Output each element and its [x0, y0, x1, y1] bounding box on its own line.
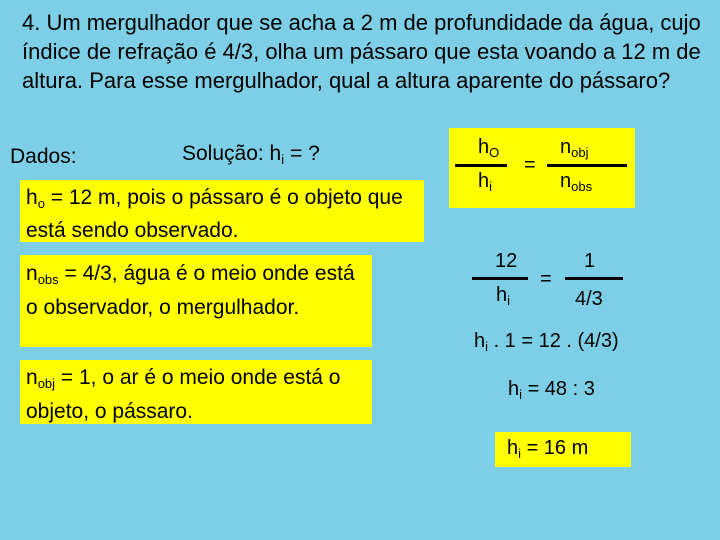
subst-num-left: 12: [495, 250, 518, 272]
question-text: 4. Um mergulhador que se acha a 2 m de profundidade da água, cujo índice de refração é 4/3, olha um pássaro que esta voando a 12 m de altura. Para esse mergulhador, qual a altura aparente do pássaro?: [22, 10, 701, 93]
solution-header: [182, 142, 320, 167]
data-box-observer-index: [20, 255, 372, 347]
fraction-bar-right: [547, 164, 627, 167]
box2-description: = 4/3, água é o meio onde está o observador, o mergulhador.: [26, 262, 355, 319]
result-box: [495, 432, 631, 467]
subst-bar-left: [472, 277, 528, 280]
solution-suffix: = ?: [284, 142, 320, 165]
data-box-text: [26, 364, 366, 426]
subst-den-left: $h_i$: [496, 284, 511, 308]
subst-equals: =: [540, 268, 552, 290]
symbol-h: h: [26, 186, 38, 209]
subst-den-right: 4/3: [575, 288, 603, 310]
result-text: $h_i = 16$ m: [507, 437, 589, 461]
solution-prefix: Solução: h: [182, 142, 282, 165]
data-box-text: [26, 184, 424, 244]
subst-num-right: 1: [584, 250, 596, 272]
data-box-object-index: [20, 360, 372, 424]
box1-description: = 12 m, pois o pássaro é o objeto que está sendo observado.: [26, 186, 403, 242]
subst-bar-right: [565, 277, 623, 280]
symbol-n: n: [26, 366, 38, 389]
symbol-sub: obs: [37, 272, 59, 287]
solution-sub: i: [281, 152, 285, 167]
symbol-sub: o: [37, 196, 45, 211]
formula-num-left: $h_O$: [478, 136, 500, 160]
data-box-text: [26, 260, 366, 322]
symbol-sub: obj: [37, 376, 56, 391]
box3-description: = 1, o ar é o meio onde está o objeto, o pássaro.: [26, 366, 341, 423]
formula-num-right: $n_{obj}$: [560, 136, 589, 160]
formula-den-left: $h_i$: [478, 170, 493, 194]
step-2: $h_i = 48$ : 3: [508, 378, 595, 402]
formula-box: [449, 128, 635, 208]
data-box-object-height: [20, 180, 424, 242]
symbol-n: n: [26, 262, 38, 285]
formula-equals: =: [524, 154, 536, 176]
formula-den-right: $n_{obs}$: [560, 170, 593, 194]
step-1: $h_i$ . 1 = 12 . (4/3): [474, 330, 619, 354]
fraction-bar-left: [455, 164, 507, 167]
dados-label: Dados:: [10, 145, 77, 168]
